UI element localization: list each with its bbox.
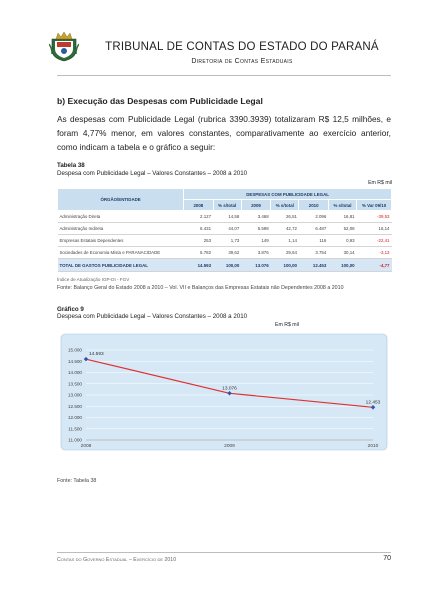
table-row xyxy=(58,235,392,247)
cell-value: 6.487 xyxy=(299,223,328,235)
cell-value: 3.754 xyxy=(299,247,328,259)
cell-total-value: 12.453 xyxy=(299,259,328,272)
cell-total-pct: 100,00 xyxy=(213,259,241,272)
cell-org: Administração Indireta xyxy=(58,223,184,235)
page-number: 70 xyxy=(383,555,391,562)
cell-pct: 0,93 xyxy=(328,235,356,247)
cell-total-pct: 100,00 xyxy=(271,259,299,272)
cell-pct: 1,73 xyxy=(213,235,241,247)
x-tick-label: 2009 xyxy=(224,444,235,449)
cell-total-value: 14.593 xyxy=(184,259,213,272)
cell-org: Sociedades de Economia Mista e PARANACIDADE xyxy=(58,247,184,259)
cell-var: 16,14 xyxy=(357,223,392,235)
cell-total-var: -4,77 xyxy=(357,259,392,272)
cell-total-value: 13.076 xyxy=(241,259,270,272)
table-caption-description: Despesa com Publicidade Legal – Valores Constantes – 2008 a 2010 xyxy=(57,170,248,177)
x-tick-label: 2010 xyxy=(367,444,379,449)
cell-pct: 29,64 xyxy=(271,247,299,259)
cell-value: 116 xyxy=(299,235,328,247)
cell-pct: 16,81 xyxy=(328,211,356,223)
y-tick-label: 12.500 xyxy=(67,403,82,409)
cell-value: 2.127 xyxy=(184,211,213,223)
body-paragraph: As despesas com Publicidade Legal (rubrica 3390.3939) totalizaram R$ 12,5 milhões, e foram 4,77% menor, em valores constantes, comparativamente ao exercício anterior, como indicam a tabela e o gráfico a seguir: xyxy=(57,114,391,152)
data-label: 12.453 xyxy=(365,400,381,406)
cell-value: 5.598 xyxy=(241,223,270,235)
header-pct-2010: % s/total xyxy=(328,200,356,211)
table-caption-title: Tabela 38 xyxy=(57,162,85,169)
graph-source: Fonte: Tabela 38 xyxy=(57,478,97,484)
y-tick-label: 13.000 xyxy=(67,392,82,398)
y-tick-label: 13.500 xyxy=(67,381,82,387)
graph-unit-label: Em R$ mil xyxy=(275,322,299,328)
table-row xyxy=(58,211,392,223)
table-row xyxy=(58,247,392,259)
x-tick-label: 2008 xyxy=(80,444,92,449)
header-2008: 2008 xyxy=(184,200,213,211)
cell-var: -39,53 xyxy=(357,211,392,223)
y-tick-label: 14.500 xyxy=(67,358,82,364)
footer-text: Contas do Governo Estadual – Exercício de 2010 xyxy=(57,557,177,563)
graph-caption-title: Gráfico 9 xyxy=(57,306,84,313)
publicity-expense-table xyxy=(57,188,392,272)
cell-value: 2.096 xyxy=(299,211,328,223)
cell-value: 149 xyxy=(241,235,270,247)
header-2009: 2009 xyxy=(241,200,270,211)
cell-total-pct: 100,00 xyxy=(328,259,356,272)
cell-pct: 42,72 xyxy=(271,223,299,235)
cell-pct: 1,14 xyxy=(271,235,299,247)
cell-value: 6.431 xyxy=(184,223,213,235)
y-tick-label: 11.000 xyxy=(68,437,82,443)
footer-divider xyxy=(57,552,391,553)
y-tick-label: 15.000 xyxy=(67,347,82,353)
publicity-expense-line-chart xyxy=(57,330,391,454)
cell-var: -22,41 xyxy=(357,235,392,247)
cell-org: Empresas Estatais Dependentes xyxy=(58,235,184,247)
cell-pct: 39,62 xyxy=(213,247,241,259)
cell-pct: 30,14 xyxy=(328,247,356,259)
graph-caption-description: Despesa com Publicidade Legal – Valores Constantes – 2008 a 2010 xyxy=(57,313,248,320)
table-source: Fonte: Balanço Geral do Estado 2008 a 2010 – Vol. VII e Balanços das Empresas Estatais não Dependentes 2008 a 2010 xyxy=(57,285,344,291)
cell-total-label: TOTAL DE GASTOS PUBLICIDADE LEGAL xyxy=(58,259,184,272)
table-index-note: Índice de Atualização IGP-DI - FGV xyxy=(57,277,130,282)
header-pct-2009: % s/total xyxy=(271,200,299,211)
header-divider xyxy=(57,75,391,76)
header-subtitle: Diretoria de Contas Estaduais xyxy=(191,58,293,65)
header-title: TRIBUNAL DE CONTAS DO ESTADO DO PARANÁ xyxy=(105,41,379,53)
table-row xyxy=(58,223,392,235)
cell-value: 5.782 xyxy=(184,247,213,259)
cell-var: -3,13 xyxy=(357,247,392,259)
y-tick-label: 11.500 xyxy=(68,426,82,432)
header-group-publicity: DESPESAS COM PUBLICIDADE LEGAL xyxy=(184,189,392,200)
section-heading: b) Execução das Despesas com Publicidade Legal xyxy=(57,96,263,106)
y-tick-label: 12.000 xyxy=(67,415,82,420)
data-label: 13.076 xyxy=(222,386,237,392)
parana-coat-of-arms-logo xyxy=(49,30,79,62)
table-total-row xyxy=(58,259,392,272)
cell-pct: 52,08 xyxy=(328,223,356,235)
header-2010: 2010 xyxy=(299,200,328,211)
header-var: % Var 09/10 xyxy=(357,200,392,211)
cell-pct: 26,51 xyxy=(271,211,299,223)
header-pct-2008: % s/total xyxy=(213,200,241,211)
cell-value: 3.468 xyxy=(241,211,270,223)
cell-value: 253 xyxy=(184,235,213,247)
y-tick-label: 14.000 xyxy=(67,370,82,375)
data-label: 14.593 xyxy=(89,352,104,358)
cell-value: 3.876 xyxy=(241,247,270,259)
header-org-entity: ÓRGÃO/ENTIDADE xyxy=(58,189,184,211)
table-unit-label: Em R$ mil xyxy=(368,180,392,186)
cell-pct: 14,58 xyxy=(213,211,241,223)
cell-pct: 44,07 xyxy=(213,223,241,235)
cell-org: Administração Direta xyxy=(58,211,184,223)
